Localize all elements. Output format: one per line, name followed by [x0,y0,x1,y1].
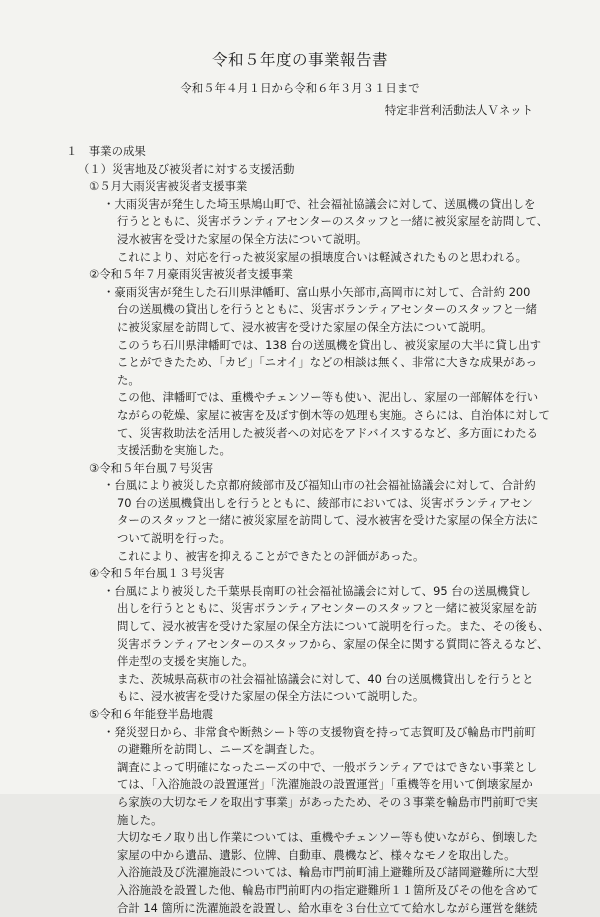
item-heading: ①５月大雨災害被災者支援事業 [89,179,248,194]
text-line: また、茨城県高萩市の社会福祉協議会に対して、40 台の送風機貸出しを行うとと [117,671,534,686]
item-heading: ③令和５年台風７号災害 [89,460,214,475]
text-line: 災害ボランティアセンターのスタッフから、家屋の保全に関する質問に答えるなど、 [117,636,549,651]
text-line: ら家族の大切なモノを取出す事業」があったため、その３事業を輪島市門前町で実 [117,794,538,809]
section-heading: １ 事業の成果 [66,144,146,158]
text-line: 支援活動を実施した。 [117,443,231,458]
text-line: 70 台の送風機貸出しを行うとともに、綾部市においては、災害ボランティアセン [117,495,533,510]
bullet-line: ・豪雨災害が発生した石川県津幡町、富山県小矢部市,高岡市に対して、合計約 200 [103,284,531,299]
text-line: これにより、被害を抑えることができたとの評価があった。 [117,548,425,563]
text-line: 施した。 [117,812,163,827]
text-line: 浸水被害を受けた家屋の保全方法について説明。 [117,231,368,246]
text-line: 問して、浸水被害を受けた家屋の保全方法について説明を行った。また、その後も、 [117,619,550,634]
text-line: 調査によって明確になったニーズの中で、一般ボランティアではできない事業とし [117,759,538,774]
text-line: た。 [117,372,140,387]
text-line: 合計 14 箇所に洗濯施設を設置し、給水車を３台仕立てて給水しながら運営を継続 [117,900,538,915]
text-line: に被災家屋を訪問して、浸水被害を受けた家屋の保全方法について説明。 [117,319,493,334]
text-line: ことができたため、「カビ」「ニオイ」などの相談は無く、非常に大きな成果があっ [117,355,538,370]
text-line: この他、津幡町では、重機やチェンソー等も使い、泥出し、家屋の一部解体を行い [117,390,539,405]
subsection-heading: （１）災害地及び被災者に対する支援活動 [78,161,295,176]
item-heading: ②令和５年７月豪雨災害被災者支援事業 [89,267,293,282]
text-line: ては、「入浴施設の設置運営」「洗濯施設の設置運営」「重機等を用いて倒壊家屋か [117,777,533,792]
report-period: 令和５年４月１日から令和６年３月３１日まで [180,81,420,95]
organization-name: 特定非営利活動法人Ｖネット [384,103,533,117]
text-line: このうち石川県津幡町では、138 台の送風機を貸出し、被災家屋の大半に貸し出す [117,337,542,352]
text-line: 伴走型の支援を実施した。 [117,654,254,669]
text-line: 入浴施設及び洗濯施設については、輪島市門前町浦上避難所及び諸岡避難所に大型 [117,865,539,880]
document-title: 令和５年度の事業報告書 [211,51,388,69]
bullet-line: ・台風により被災した京都府綾部市及び福知山市の社会福祉協議会に対して、合計約 [103,478,536,493]
text-line: これにより、対応を行った被災家屋の損壊度合いは軽減されたものと思われる。 [117,249,528,264]
bullet-line: ・台風により被災した千葉県長南町の社会福祉協議会に対して、95 台の送風機貸し [103,583,531,598]
text-line: もに、浸水被害を受けた家屋の保全方法について説明した。 [117,689,425,704]
text-line: ターのスタッフと一緒に被災家屋を訪問して、浸水被害を受けた家屋の保全方法に [117,513,539,528]
text-line: 台の送風機の貸出しを行うとともに、災害ボランティアセンターのスタッフと一緒 [117,302,537,317]
item-heading: ⑤令和６年能登半島地震 [89,707,214,721]
text-line: て、災害救助法を活用した被災者への対応をアドバイスするなど、多方面にわたる [117,425,538,440]
text-line: 出しを行うとともに、災害ボランティアセンターのスタッフと一緒に被災家屋を訪 [117,601,537,616]
text-line: 大切なモノ取り出し作業については、重機やチェンソー等も使いながら、倒壊した [117,830,538,845]
bullet-line: ・発災翌日から、非常食や断熱シート等の支援物資を持って志賀町及び輪島市門前町 [103,724,536,739]
text-line: 家屋の中から遺品、遺影、位牌、自動車、農機など、様々なモノを取出した。 [117,847,516,862]
document-body [0,143,600,917]
text-line: 行うとともに、災害ボランティアセンターのスタッフと一緒に被災家屋を訪問して、 [117,214,549,229]
text-line: ながらの乾燥、家屋に被害を及ぼす倒木等の処理も実施。さらには、自治体に対して [117,407,550,422]
text-line: ついて説明を行った。 [117,531,231,546]
text-line: 入浴施設を設置した他、輪島市門前町内の指定避難所１１箇所及びその他を含めて [117,882,539,897]
item-heading: ④令和５年台風１３号災害 [89,566,225,581]
text-line: の避難所を訪問し、ニーズを調査した。 [117,742,322,757]
bullet-line: ・大雨災害が発生した埼玉県鳩山町で、社会福祉協議会に対して、送風機の貸出しを [103,196,536,211]
